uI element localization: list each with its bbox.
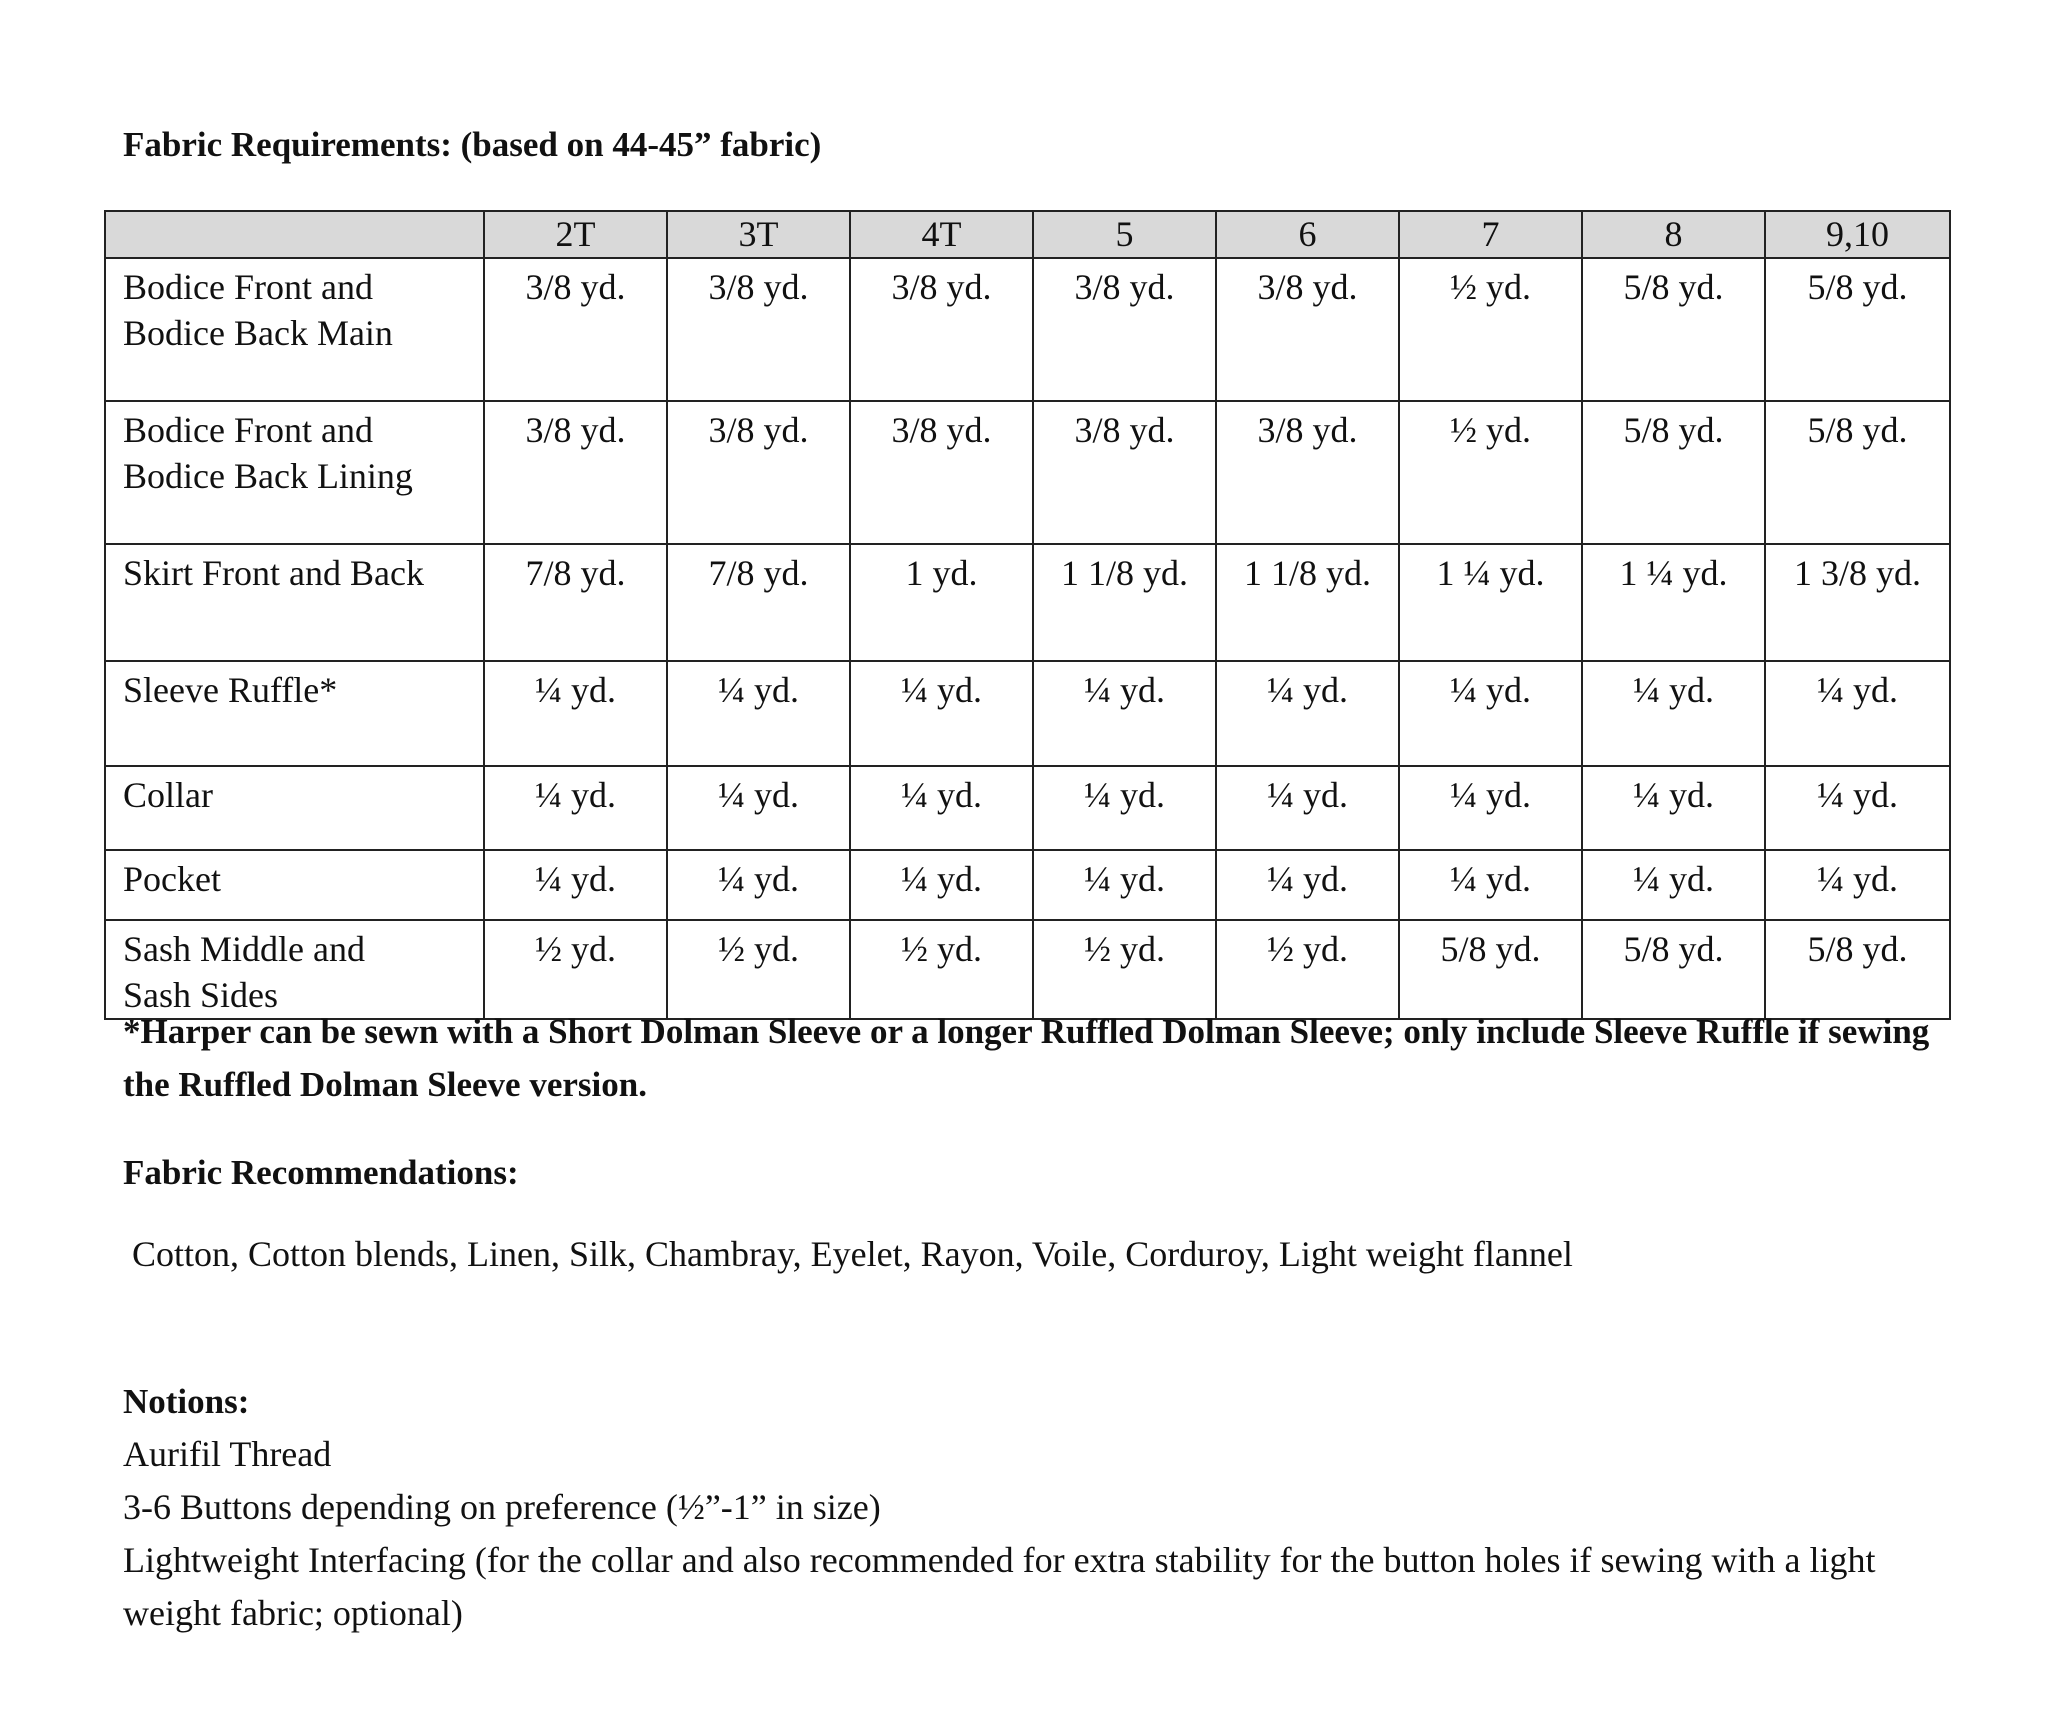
table-cell: 3/8 yd. — [850, 401, 1033, 544]
column-header-size: 9,10 — [1765, 211, 1950, 258]
table-cell: 1 1/8 yd. — [1216, 544, 1399, 661]
row-label-line: Sash Middle and — [123, 929, 365, 969]
table-cell: 5/8 yd. — [1582, 258, 1765, 401]
table-cell: 3/8 yd. — [484, 258, 667, 401]
table-cell: ¼ yd. — [1033, 850, 1216, 920]
row-label-line: Skirt Front and Back — [123, 553, 424, 593]
table-cell: ¼ yd. — [1582, 661, 1765, 766]
row-label — [105, 850, 484, 920]
table-cell: ½ yd. — [667, 920, 850, 1019]
row-label-line: Bodice Back Main — [123, 313, 393, 353]
row-label-line: Bodice Back Lining — [123, 456, 413, 496]
sleeve-ruffle-footnote: *Harper can be sewn with a Short Dolman Sleeve or a longer Ruffled Dolman Sleeve; only include Sleeve Ruffle if sewing the Ruffled Dolman Sleeve version. — [123, 1012, 1930, 1104]
table-row — [105, 766, 1950, 850]
row-label-line: Bodice Front and — [123, 267, 373, 307]
table-cell: 3/8 yd. — [1033, 401, 1216, 544]
table-cell: 1 3/8 yd. — [1765, 544, 1950, 661]
table-cell: ½ yd. — [1399, 258, 1582, 401]
column-header-size: 6 — [1216, 211, 1399, 258]
table-cell: ¼ yd. — [1033, 661, 1216, 766]
table-cell: ¼ yd. — [1765, 766, 1950, 850]
table-cell: 3/8 yd. — [1216, 258, 1399, 401]
table-cell: ¼ yd. — [484, 850, 667, 920]
table-header-row — [105, 211, 1950, 258]
table-cell: ½ yd. — [1033, 920, 1216, 1019]
table-cell: 5/8 yd. — [1582, 401, 1765, 544]
table-cell: 3/8 yd. — [484, 401, 667, 544]
table-cell: ¼ yd. — [1582, 766, 1765, 850]
table-cell: 3/8 yd. — [667, 401, 850, 544]
table-cell: 3/8 yd. — [1216, 401, 1399, 544]
row-label-line: Bodice Front and — [123, 410, 373, 450]
column-header-size: 4T — [850, 211, 1033, 258]
list-item: Lightweight Interfacing (for the collar and also recommended for extra stability for the button holes if sewing with a light weight fabric; optional) — [123, 1540, 1876, 1633]
table-cell: ½ yd. — [1216, 920, 1399, 1019]
table-row — [105, 661, 1950, 766]
table-cell: 1 1/8 yd. — [1033, 544, 1216, 661]
column-header-size: 5 — [1033, 211, 1216, 258]
table-cell: ¼ yd. — [1582, 850, 1765, 920]
table-cell: 7/8 yd. — [667, 544, 850, 661]
table-cell: ¼ yd. — [850, 661, 1033, 766]
table-cell: ¼ yd. — [850, 766, 1033, 850]
table-row — [105, 258, 1950, 401]
table-row — [105, 544, 1950, 661]
row-label-line: Pocket — [123, 859, 221, 899]
table-cell: 3/8 yd. — [667, 258, 850, 401]
row-label-line: Collar — [123, 775, 213, 815]
table-cell: ¼ yd. — [484, 661, 667, 766]
row-label — [105, 544, 484, 661]
row-label-line: Sash Sides — [123, 975, 279, 1015]
row-label — [105, 401, 484, 544]
fabric-requirements-title: Fabric Requirements: (based on 44-45” fabric) — [123, 125, 822, 164]
table-cell: 3/8 yd. — [1033, 258, 1216, 401]
table-cell: ¼ yd. — [1399, 661, 1582, 766]
table-cell: ¼ yd. — [1216, 766, 1399, 850]
table-cell: 5/8 yd. — [1765, 920, 1950, 1019]
list-item: 3-6 Buttons depending on preference (½”-1” in size) — [123, 1487, 881, 1527]
notions-list — [123, 1428, 1953, 1640]
list-item: Aurifil Thread — [123, 1434, 332, 1474]
table-cell: 5/8 yd. — [1765, 258, 1950, 401]
table-cell: ¼ yd. — [1399, 766, 1582, 850]
table-row — [105, 401, 1950, 544]
table-cell: 5/8 yd. — [1399, 920, 1582, 1019]
table-cell: 7/8 yd. — [484, 544, 667, 661]
column-header-label — [105, 211, 484, 258]
table-cell: ¼ yd. — [1765, 661, 1950, 766]
table-cell: ¼ yd. — [667, 766, 850, 850]
table-cell: ½ yd. — [1399, 401, 1582, 544]
table-cell: ¼ yd. — [667, 850, 850, 920]
table-cell: ¼ yd. — [1033, 766, 1216, 850]
fabric-requirements-table — [104, 210, 1951, 1020]
table-cell: ¼ yd. — [1216, 850, 1399, 920]
row-label — [105, 661, 484, 766]
column-header-size: 3T — [667, 211, 850, 258]
table-cell: ¼ yd. — [1765, 850, 1950, 920]
table-cell: ¼ yd. — [1216, 661, 1399, 766]
fabric-recommendations-title: Fabric Recommendations: — [123, 1153, 519, 1192]
table-cell: 1 yd. — [850, 544, 1033, 661]
column-header-size: 2T — [484, 211, 667, 258]
column-header-size: 7 — [1399, 211, 1582, 258]
row-label — [105, 766, 484, 850]
row-label-line: Sleeve Ruffle* — [123, 670, 338, 710]
table-cell: ½ yd. — [484, 920, 667, 1019]
table-cell: ¼ yd. — [484, 766, 667, 850]
table-cell: ¼ yd. — [850, 850, 1033, 920]
table-cell: ¼ yd. — [667, 661, 850, 766]
row-label — [105, 258, 484, 401]
table-cell: 5/8 yd. — [1582, 920, 1765, 1019]
notions-title: Notions: — [123, 1382, 250, 1421]
table-cell: 1 ¼ yd. — [1582, 544, 1765, 661]
table-cell: ½ yd. — [850, 920, 1033, 1019]
table-cell: ¼ yd. — [1399, 850, 1582, 920]
column-header-size: 8 — [1582, 211, 1765, 258]
table-cell: 1 ¼ yd. — [1399, 544, 1582, 661]
table-cell: 3/8 yd. — [850, 258, 1033, 401]
fabric-recommendations-text: Cotton, Cotton blends, Linen, Silk, Chambray, Eyelet, Rayon, Voile, Corduroy, Light weight flannel — [132, 1234, 1573, 1274]
table-cell: 5/8 yd. — [1765, 401, 1950, 544]
table-row — [105, 850, 1950, 920]
